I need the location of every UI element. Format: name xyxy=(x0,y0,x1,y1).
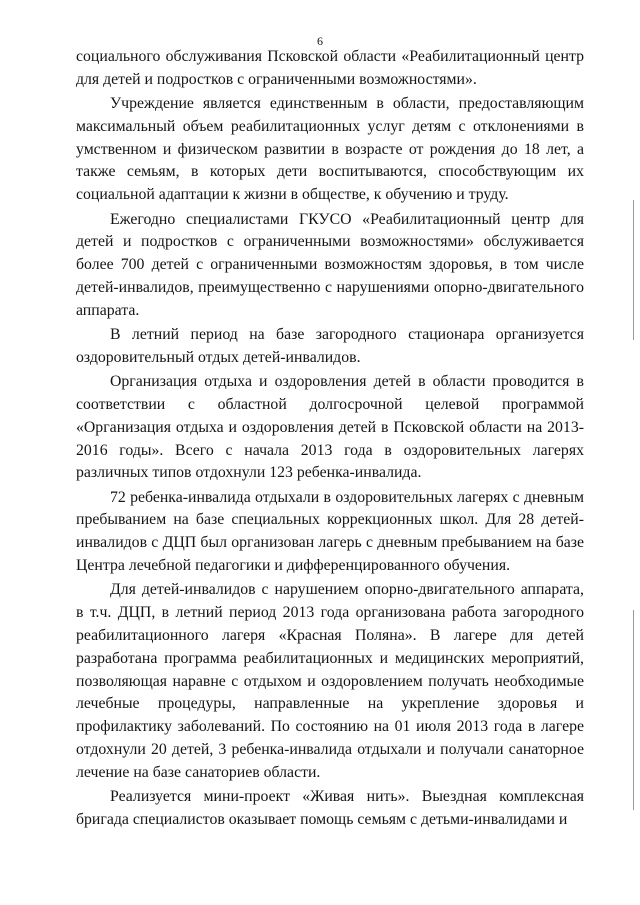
paragraph-institution-role: Учреждение является единственным в области, предоставляющим максимальный объем реабилитационных услуг детям с отклонениями в умственном и физическом развитии в возрасте от рождения до 18 лет, а также семьям, в которых дети воспитываются, способствующим их социальной адаптации к жизни в обществе, к обучению и труду. xyxy=(76,95,584,204)
paragraph-day-camps: 72 ребенка-инвалида отдыхали в оздоровительных лагерях с дневным пребыванием на базе специальных коррекционных школ. Для 28 детей-инвалидов с ДЦП был организован лагерь с дневным пребыванием на базе Центра лечебной педагогики и дифференцированного обучения. xyxy=(76,488,584,575)
scan-edge-mark xyxy=(633,200,634,340)
paragraph-summer-period: В летний период на базе загородного стационара организуется оздоровительный отдых детей-инвалидов. xyxy=(76,326,584,366)
paragraph-center-name: социального обслуживания Псковской области «Реабилитационный центр для детей и подростков с ограниченными возможностями». xyxy=(76,48,584,88)
page-number: 6 xyxy=(317,34,323,48)
paragraph-krasnaya-polyana: Для детей-инвалидов с нарушением опорно-двигательного аппарата, в т.ч. ДЦП, в летний период 2013 года организована работа загородного реабилитационного лагеря «Красная Поляна». В лагере для детей разработана программа реабилитационных и медицинских мероприятий, позволяющая наравне с отдыхом и оздоровлением получать необходимые лечебные процедуры, направленные на укрепление здоровья и профилактику заболеваний. По состоянию на 01 июля 2013 года в лагере отдохнули 20 детей, 3 ребенка-инвалида отдыхали и получали санаторное лечение на базе санаториев области. xyxy=(76,581,584,781)
paragraph-annual-service: Ежегодно специалистами ГКУСО «Реабилитационный центр для детей и подростков с ограниченными возможностями» обслуживается более 700 детей с ограниченными возможностям здоровья, в том числе детей-инвалидов, преимущественно с нарушениями опорно-двигательного аппарата. xyxy=(76,210,584,319)
scan-edge-mark xyxy=(633,610,634,810)
document-body xyxy=(76,46,584,833)
paragraph-zhivaya-nit: Реализуется мини-проект «Живая нить». Выездная комплексная бригада специалистов оказывает помощь семьям с детьми-инвалидами и xyxy=(76,788,584,828)
paragraph-regional-program: Организация отдыха и оздоровления детей в области проводится в соответствии с областной долгосрочной целевой программой «Организация отдыха и оздоровления детей в Псковской области на 2013-2016 годы». Всего с начала 2013 года в оздоровительных лагерях различных типов отдохнули 123 ребенка-инвалида. xyxy=(76,373,584,482)
